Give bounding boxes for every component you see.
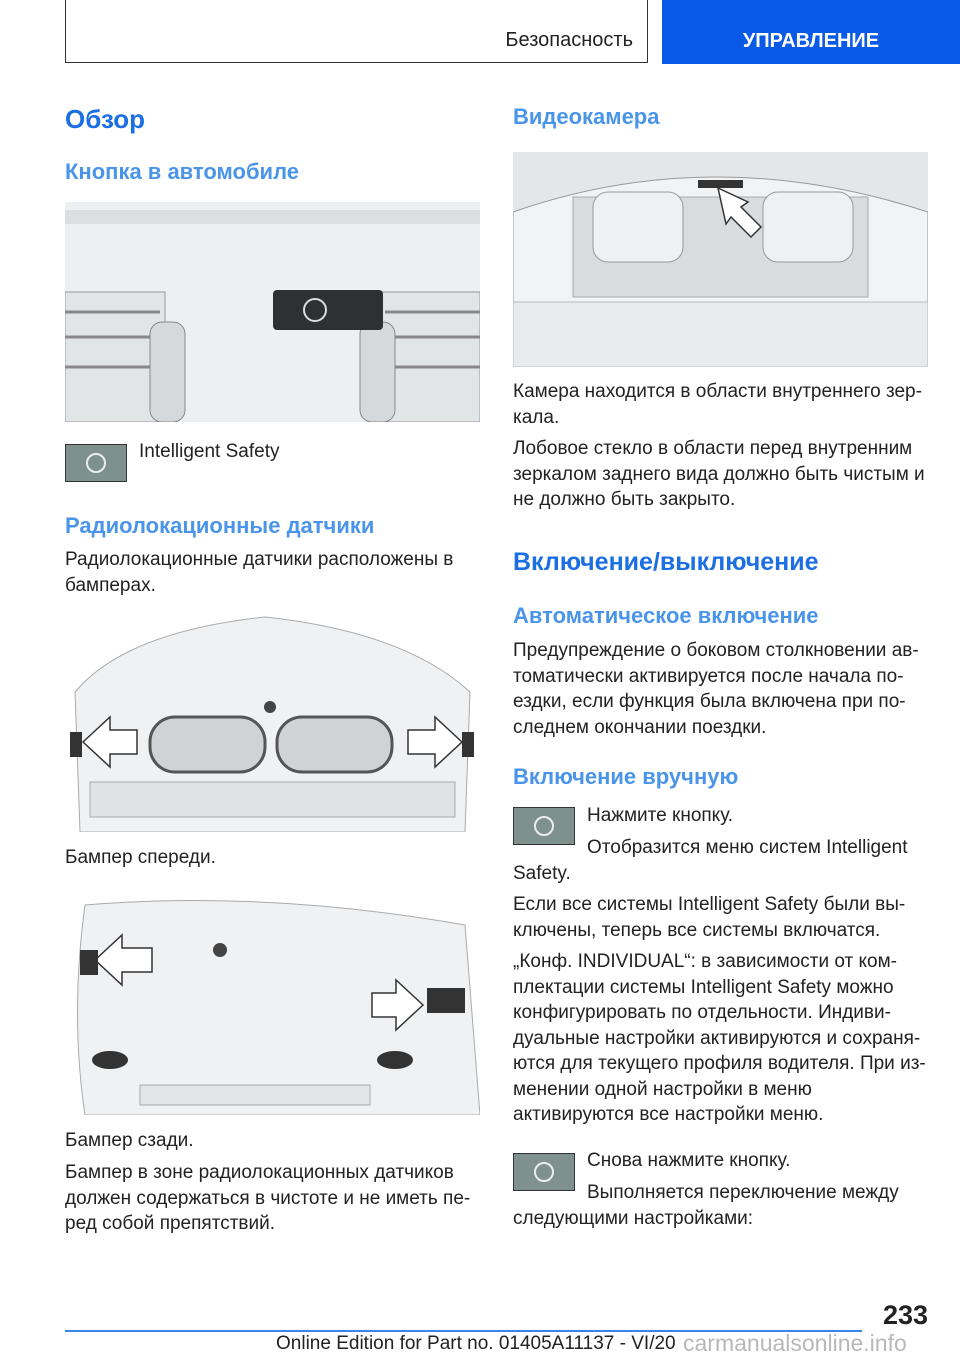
intelligent-safety-button-icon <box>65 444 127 482</box>
switching-text: Выполняется переключение между следующими настройками: <box>513 1182 899 1229</box>
camera-text-2: Лобовое стекло в области перед внутренним зеркалом заднего вида должно быть чистым и не должно быть закрыто. <box>513 438 925 510</box>
rear-bumper-caption: Бампер сзади. <box>65 1130 194 1151</box>
edition-text: Online Edition for Part no. 01405A11137 - VI/20 <box>276 1333 676 1354</box>
press-text: Нажмите кнопку. <box>587 805 734 826</box>
heading-manual: Включение вручную <box>513 764 739 789</box>
button-label: Intelligent Safety <box>139 441 280 462</box>
heading-camera: Видеокамера <box>513 104 660 129</box>
all-off-text: Если все системы Intelligent Safety были выключены, теперь все системы включатся. <box>513 894 906 941</box>
camera-image <box>513 152 928 367</box>
section-title: Безопасность <box>505 29 633 51</box>
front-bumper-image <box>65 612 480 832</box>
page-title: Обзор <box>65 104 145 134</box>
press-again-text: Снова нажмите кнопку. <box>587 1150 791 1171</box>
front-bumper-caption: Бампер спереди. <box>65 847 216 868</box>
car-interior-illustration <box>513 152 928 367</box>
heading-on-off: Включение/выключение <box>513 548 819 576</box>
rear-car-illustration <box>65 895 480 1115</box>
auto-text: Предупреждение о боковом столкновении автоматически активируется после начала поездки, если функция была включена при последнем окончании поездки. <box>513 640 919 738</box>
watermark: carmanualsonline.info <box>683 1330 907 1356</box>
heading-button: Кнопка в автомобиле <box>65 159 299 184</box>
page-number: 233 <box>882 1300 928 1330</box>
radar-text: Радиолокационные датчики расположены в бамперах. <box>65 549 454 596</box>
heading-auto: Автоматическое включение <box>513 603 819 628</box>
header-box <box>65 0 648 63</box>
dashboard-illustration <box>65 202 480 422</box>
front-car-illustration <box>65 612 480 832</box>
rear-bumper-image <box>65 895 480 1115</box>
heading-radar: Радиолокационные датчики <box>65 513 375 538</box>
chapter-tab[interactable]: УПРАВЛЕНИЕ <box>662 0 960 64</box>
camera-text-1: Камера находится в области внутреннего зеркала. <box>513 381 922 428</box>
individual-text: „Конф. INDIVIDUAL“: в зависимости от комплектации системы Intelligent Safety можно конфигурировать по отдельности. Индивидуальные настройки активируются и сохраняются для текущего профиля водителя. При изменении одной настройки в меню активируются все настройки меню. <box>513 951 926 1125</box>
button-dashboard-image <box>65 202 480 422</box>
menu-shown-text: Отобразится меню систем Intelligent Safety. <box>513 837 908 884</box>
bumper-text: Бампер в зоне радиолокационных датчиков должен содержаться в чистоте и не иметь перед собой препятствий. <box>65 1162 471 1234</box>
